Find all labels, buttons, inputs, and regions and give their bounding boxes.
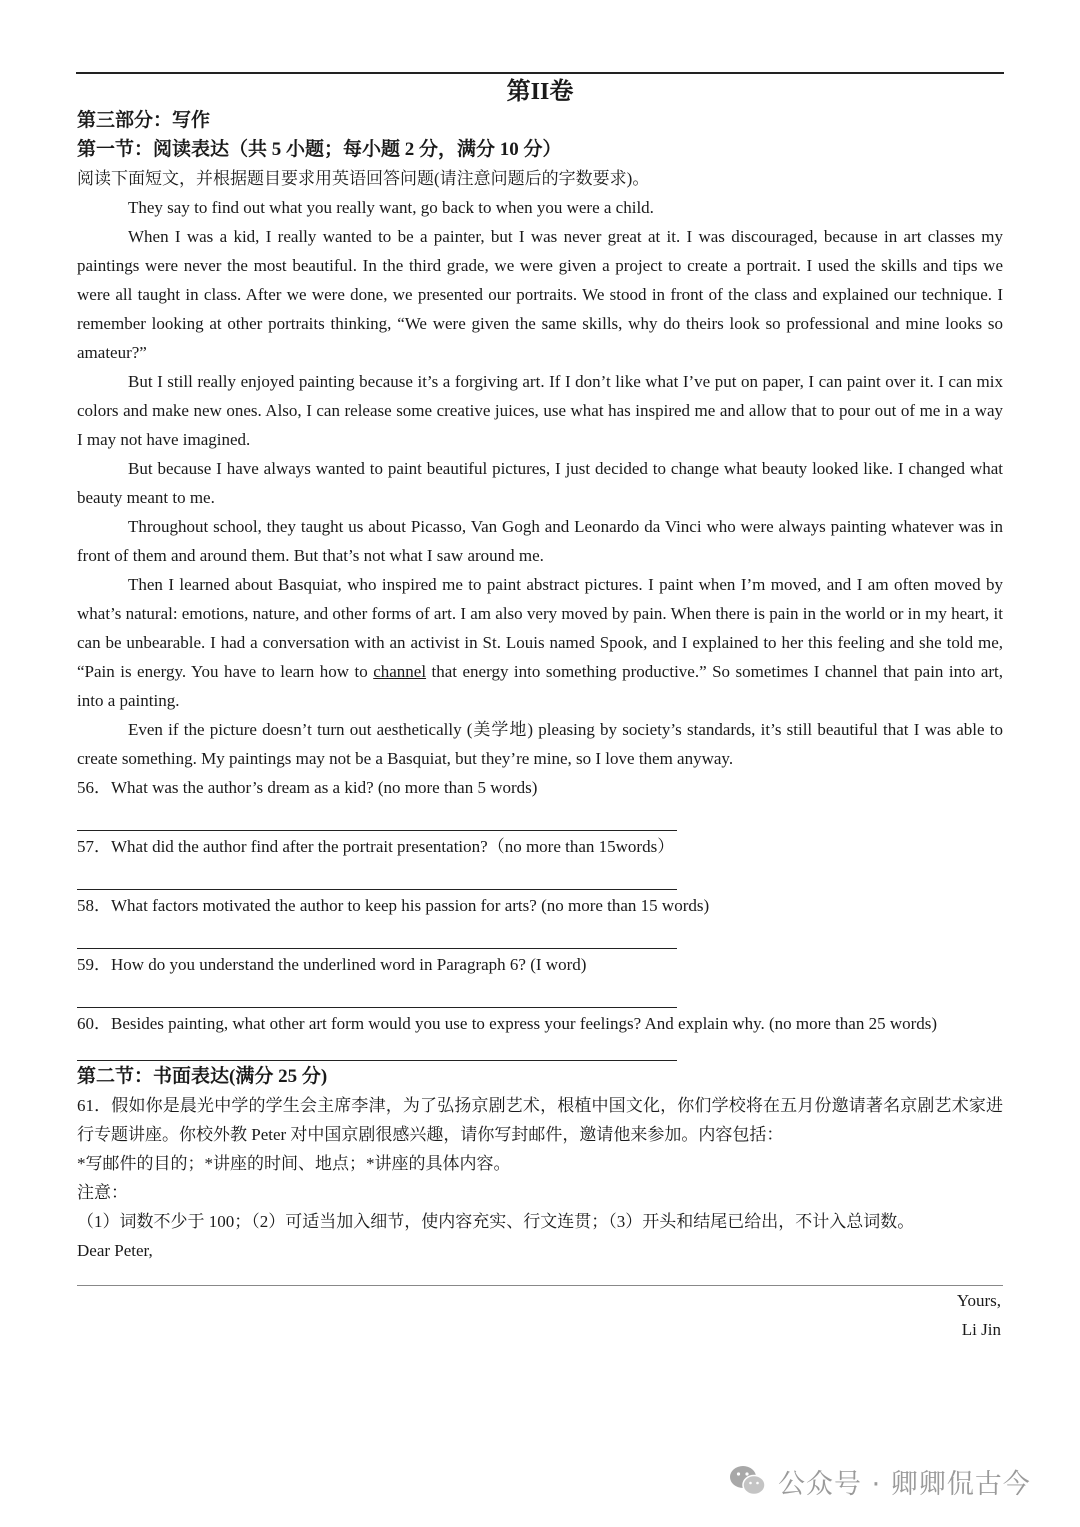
answer-line-60[interactable] xyxy=(77,1038,677,1061)
answer-line-57[interactable] xyxy=(77,861,677,890)
passage-paragraph: They say to find out what you really want, go back to when you were a child. xyxy=(128,198,654,217)
answer-line-56[interactable] xyxy=(77,802,677,831)
p6-text-after: that energy into something productive.” So sometimes I channel that pain into art, into a painting. xyxy=(77,662,1003,710)
note-label: 注意： xyxy=(77,1183,128,1202)
writing-note: （1）词数不少于 100；（2）可适当加入细节，使内容充实、行文连贯；（3）开头和结尾已给出，不计入总词数。 xyxy=(77,1212,915,1231)
letter-closing: Yours, xyxy=(956,1291,1001,1310)
letter-greeting: Dear Peter, xyxy=(77,1241,153,1260)
question-56: 56．What was the author’s dream as a kid? (no more than 5 words) xyxy=(77,778,538,797)
question-58: 58．What factors motivated the author to keep his passion for arts? (no more than 15 words) xyxy=(77,896,710,915)
answer-line-58[interactable] xyxy=(77,920,677,949)
section1-instruction: 阅读下面短文，并根据题目要求用英语回答问题(请注意问题后的字数要求)。 xyxy=(77,169,650,188)
section2-title: 第二节：书面表达(满分 25 分) xyxy=(77,1066,328,1087)
part-title: 第三部分：写作 xyxy=(77,110,211,131)
answer-line-59[interactable] xyxy=(77,979,677,1008)
passage-paragraph: But I still really enjoyed painting because it’s a forgiving art. If I don’t like what I’ve put on paper, I can paint over it. I can mix colors and make new ones. Also, I can release some creative juices, use what has inspired me and allow that to pour out of me in a way I may not have imagined. xyxy=(77,372,1003,449)
passage-paragraph: Throughout school, they taught us about Picasso, Van Gogh and Leonardo da Vinci who were always painting whatever was in front of them and around them. But that’s not what I saw around me. xyxy=(77,517,1003,565)
top-rule xyxy=(76,72,1004,74)
passage-paragraph-7: Even if the picture doesn’t turn out aesthetically (美学地) pleasing by society’s standards, it’s still beautiful that I was able to create something. My paintings may not be a Basquiat, but they’re mine, so I love them anyway. xyxy=(77,720,1003,768)
passage-paragraph: When I was a kid, I really wanted to be a painter, but I was never great at it. I was discouraged, because in art classes my paintings were never the most beautiful. In the third grade, we were given a project to create a portrait. I used the skills and tips we were all taught in class. After we were done, we presented our portraits. We stood in front of the class and explained our technique. I remember looking at other portraits thinking, “We were given the same skills, why do theirs look so professional and mine looks so amateur?” xyxy=(77,227,1003,362)
passage-paragraph-6 xyxy=(77,570,1003,715)
section1-title: 第一节：阅读表达（共 5 小题；每小题 2 分，满分 10 分） xyxy=(77,139,562,160)
writing-points: *写邮件的目的；*讲座的时间、地点；*讲座的具体内容。 xyxy=(77,1154,511,1173)
exam-content xyxy=(77,106,1003,1344)
question-59: 59．How do you understand the underlined word in Paragraph 6? (I word) xyxy=(77,955,587,974)
watermark-text: 公众号 · 卿卿侃古今 xyxy=(778,1468,1031,1500)
passage-paragraph: But because I have always wanted to paint beautiful pictures, I just decided to change what beauty looked like. I changed what beauty meant to me. xyxy=(77,459,1003,507)
p6-text-before: Then I learned about Basquiat, who inspired me to paint abstract pictures. I paint when I’m moved, and I am often moved by what’s natural: emotions, nature, and other forms of art. I am also very moved by pain. When there is pain in the world or in my heart, it can be unbearable. I had a conversation with an activist in St. Louis named Spook, and I explained to her this feeling and she told me, “Pain is energy. You have to learn how to xyxy=(77,575,1003,681)
question-60: 60．Besides painting, what other art form would you use to express your feelings? And explain why. (no more than 25 words) xyxy=(77,1014,938,1033)
wechat-icon xyxy=(728,1464,768,1498)
question-57: 57．What did the author find after the portrait presentation?（no more than 15words） xyxy=(77,837,675,856)
writing-area-line[interactable] xyxy=(77,1265,1003,1286)
watermark xyxy=(728,1461,1031,1501)
volume-title: 第II卷 xyxy=(506,79,574,105)
writing-prompt: 61．假如你是晨光中学的学生会主席李津，为了弘扬京剧艺术，根植中国文化，你们学校将在五月份邀请著名京剧艺术家进行专题讲座。你校外教 Peter 对中国京剧很感兴趣，请你写封邮件，邀请他来参加。内容包括： xyxy=(77,1096,1003,1144)
underlined-word-channel: channel xyxy=(373,662,427,681)
letter-signature: Li Jin xyxy=(961,1320,1001,1339)
